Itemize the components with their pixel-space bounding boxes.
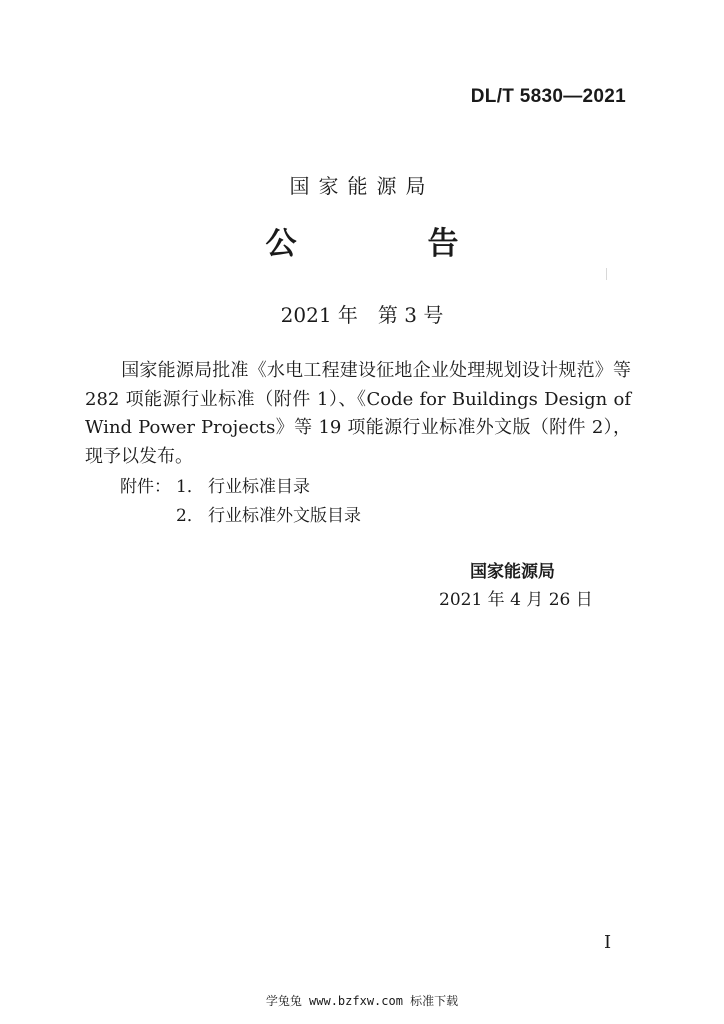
scan-mark (606, 268, 607, 280)
attachment-item (120, 473, 361, 502)
issuer-heading: 国家能源局 (289, 174, 435, 198)
page-number: I (604, 932, 612, 953)
attachments-label: 附件： (120, 477, 171, 497)
footer-watermark: 学兔兔 www.bzfxw.com 标准下载 (265, 994, 459, 1008)
announcement-body-text: 国家能源局批准《水电工程建设征地企业处理规划设计规范》等 282 项能源行业标准（附件 1）、《Code for Buildings Design of Wind Power Projects》等 19 项能源行业标准外文版（附件 2），现予以发布。 (85, 360, 631, 467)
attachment-item (120, 502, 361, 531)
attachment-number: 2． (176, 506, 204, 526)
attachment-title: 行业标准目录 (208, 477, 310, 497)
signature-organization: 国家能源局 (470, 562, 555, 582)
standard-code: DL/T 5830—2021 (470, 86, 626, 107)
attachments-list (120, 473, 361, 531)
attachment-number: 1． (176, 477, 204, 497)
attachment-title: 行业标准外文版目录 (208, 506, 361, 526)
issue-number: 2021 年 第 3 号 (280, 303, 444, 327)
announcement-body (85, 357, 631, 471)
signature-date: 2021 年 4 月 26 日 (439, 590, 593, 610)
document-type-title: 公 告 (265, 226, 509, 262)
